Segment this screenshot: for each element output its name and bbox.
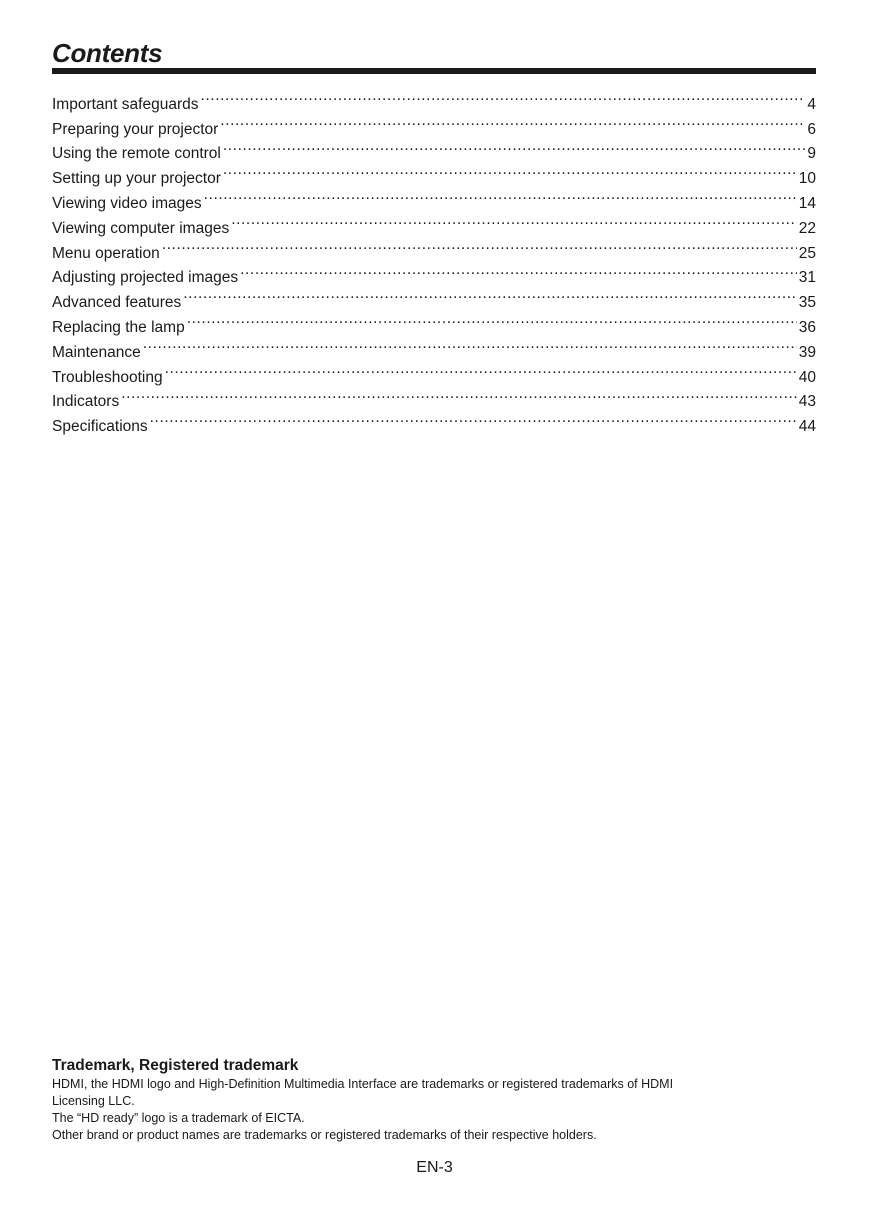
toc-leader-dots — [121, 382, 797, 407]
toc-entry-page: 43 — [798, 393, 816, 411]
toc-entry-page: 36 — [798, 318, 816, 336]
title-rule — [52, 68, 816, 74]
toc-leader-dots — [200, 84, 805, 109]
toc-entry[interactable] — [52, 84, 816, 113]
toc-entry-label: Advanced features — [52, 294, 182, 312]
toc-entry-label: Replacing the lamp — [52, 318, 185, 336]
toc-leader-dots — [231, 208, 797, 233]
contents-section — [52, 38, 816, 436]
table-of-contents — [52, 84, 816, 436]
toc-entry-page: 9 — [807, 145, 816, 163]
toc-entry-label: Menu operation — [52, 244, 160, 262]
toc-leader-dots — [220, 109, 805, 134]
toc-entry-page: 39 — [798, 343, 816, 361]
toc-leader-dots — [165, 357, 797, 382]
toc-entry-label: Preparing your projector — [52, 120, 219, 138]
toc-entry-page: 4 — [807, 95, 816, 113]
toc-entry-label: Setting up your projector — [52, 170, 221, 188]
toc-entry-page: 35 — [798, 294, 816, 312]
trademark-heading: Trademark, Registered trademark — [52, 1057, 299, 1074]
toc-leader-dots — [223, 134, 806, 159]
toc-entry[interactable] — [52, 332, 816, 361]
toc-entry-label: Indicators — [52, 393, 120, 411]
toc-leader-dots — [204, 183, 797, 208]
toc-entry-label: Viewing video images — [52, 194, 202, 212]
page-title: Contents — [52, 38, 163, 68]
trademark-notice — [52, 1056, 822, 1144]
toc-entry-label: Maintenance — [52, 343, 141, 361]
toc-entry-page: 40 — [798, 368, 816, 386]
toc-leader-dots — [183, 282, 796, 307]
toc-entry-page: 44 — [798, 418, 816, 436]
toc-entry-page: 10 — [798, 170, 816, 188]
toc-entry-label: Important safeguards — [52, 95, 199, 113]
trademark-text-line: HDMI, the HDMI logo and High-Definition Multimedia Interface are trademarks or registered trademarks of HDMI — [52, 1077, 674, 1091]
trademark-text-line: Licensing LLC. — [52, 1094, 135, 1108]
toc-leader-dots — [162, 233, 797, 258]
toc-entry-label: Viewing computer images — [52, 219, 230, 237]
trademark-text-line: The “HD ready” logo is a trademark of EICTA. — [52, 1111, 305, 1125]
toc-entry[interactable] — [52, 258, 816, 287]
toc-entry[interactable] — [52, 233, 816, 262]
toc-entry-page: 25 — [798, 244, 816, 262]
toc-entry[interactable] — [52, 382, 816, 411]
toc-leader-dots — [150, 406, 797, 431]
trademark-text-line: Other brand or product names are trademarks or registered trademarks of their respective holders. — [52, 1128, 597, 1142]
toc-leader-dots — [240, 258, 797, 283]
toc-leader-dots — [223, 158, 797, 183]
toc-leader-dots — [187, 307, 797, 332]
toc-entry-label: Troubleshooting — [52, 368, 163, 386]
toc-entry-page: 31 — [798, 269, 816, 287]
page-number: EN-3 — [416, 1159, 453, 1176]
toc-entry-label: Adjusting projected images — [52, 269, 239, 287]
toc-leader-dots — [143, 332, 797, 357]
toc-entry[interactable] — [52, 357, 816, 386]
toc-entry-label: Specifications — [52, 418, 148, 436]
toc-entry-page: 6 — [807, 120, 816, 138]
toc-entry[interactable] — [52, 406, 816, 436]
toc-entry-label: Using the remote control — [52, 145, 221, 163]
toc-entry-page: 14 — [798, 194, 816, 212]
toc-entry-page: 22 — [798, 219, 816, 237]
